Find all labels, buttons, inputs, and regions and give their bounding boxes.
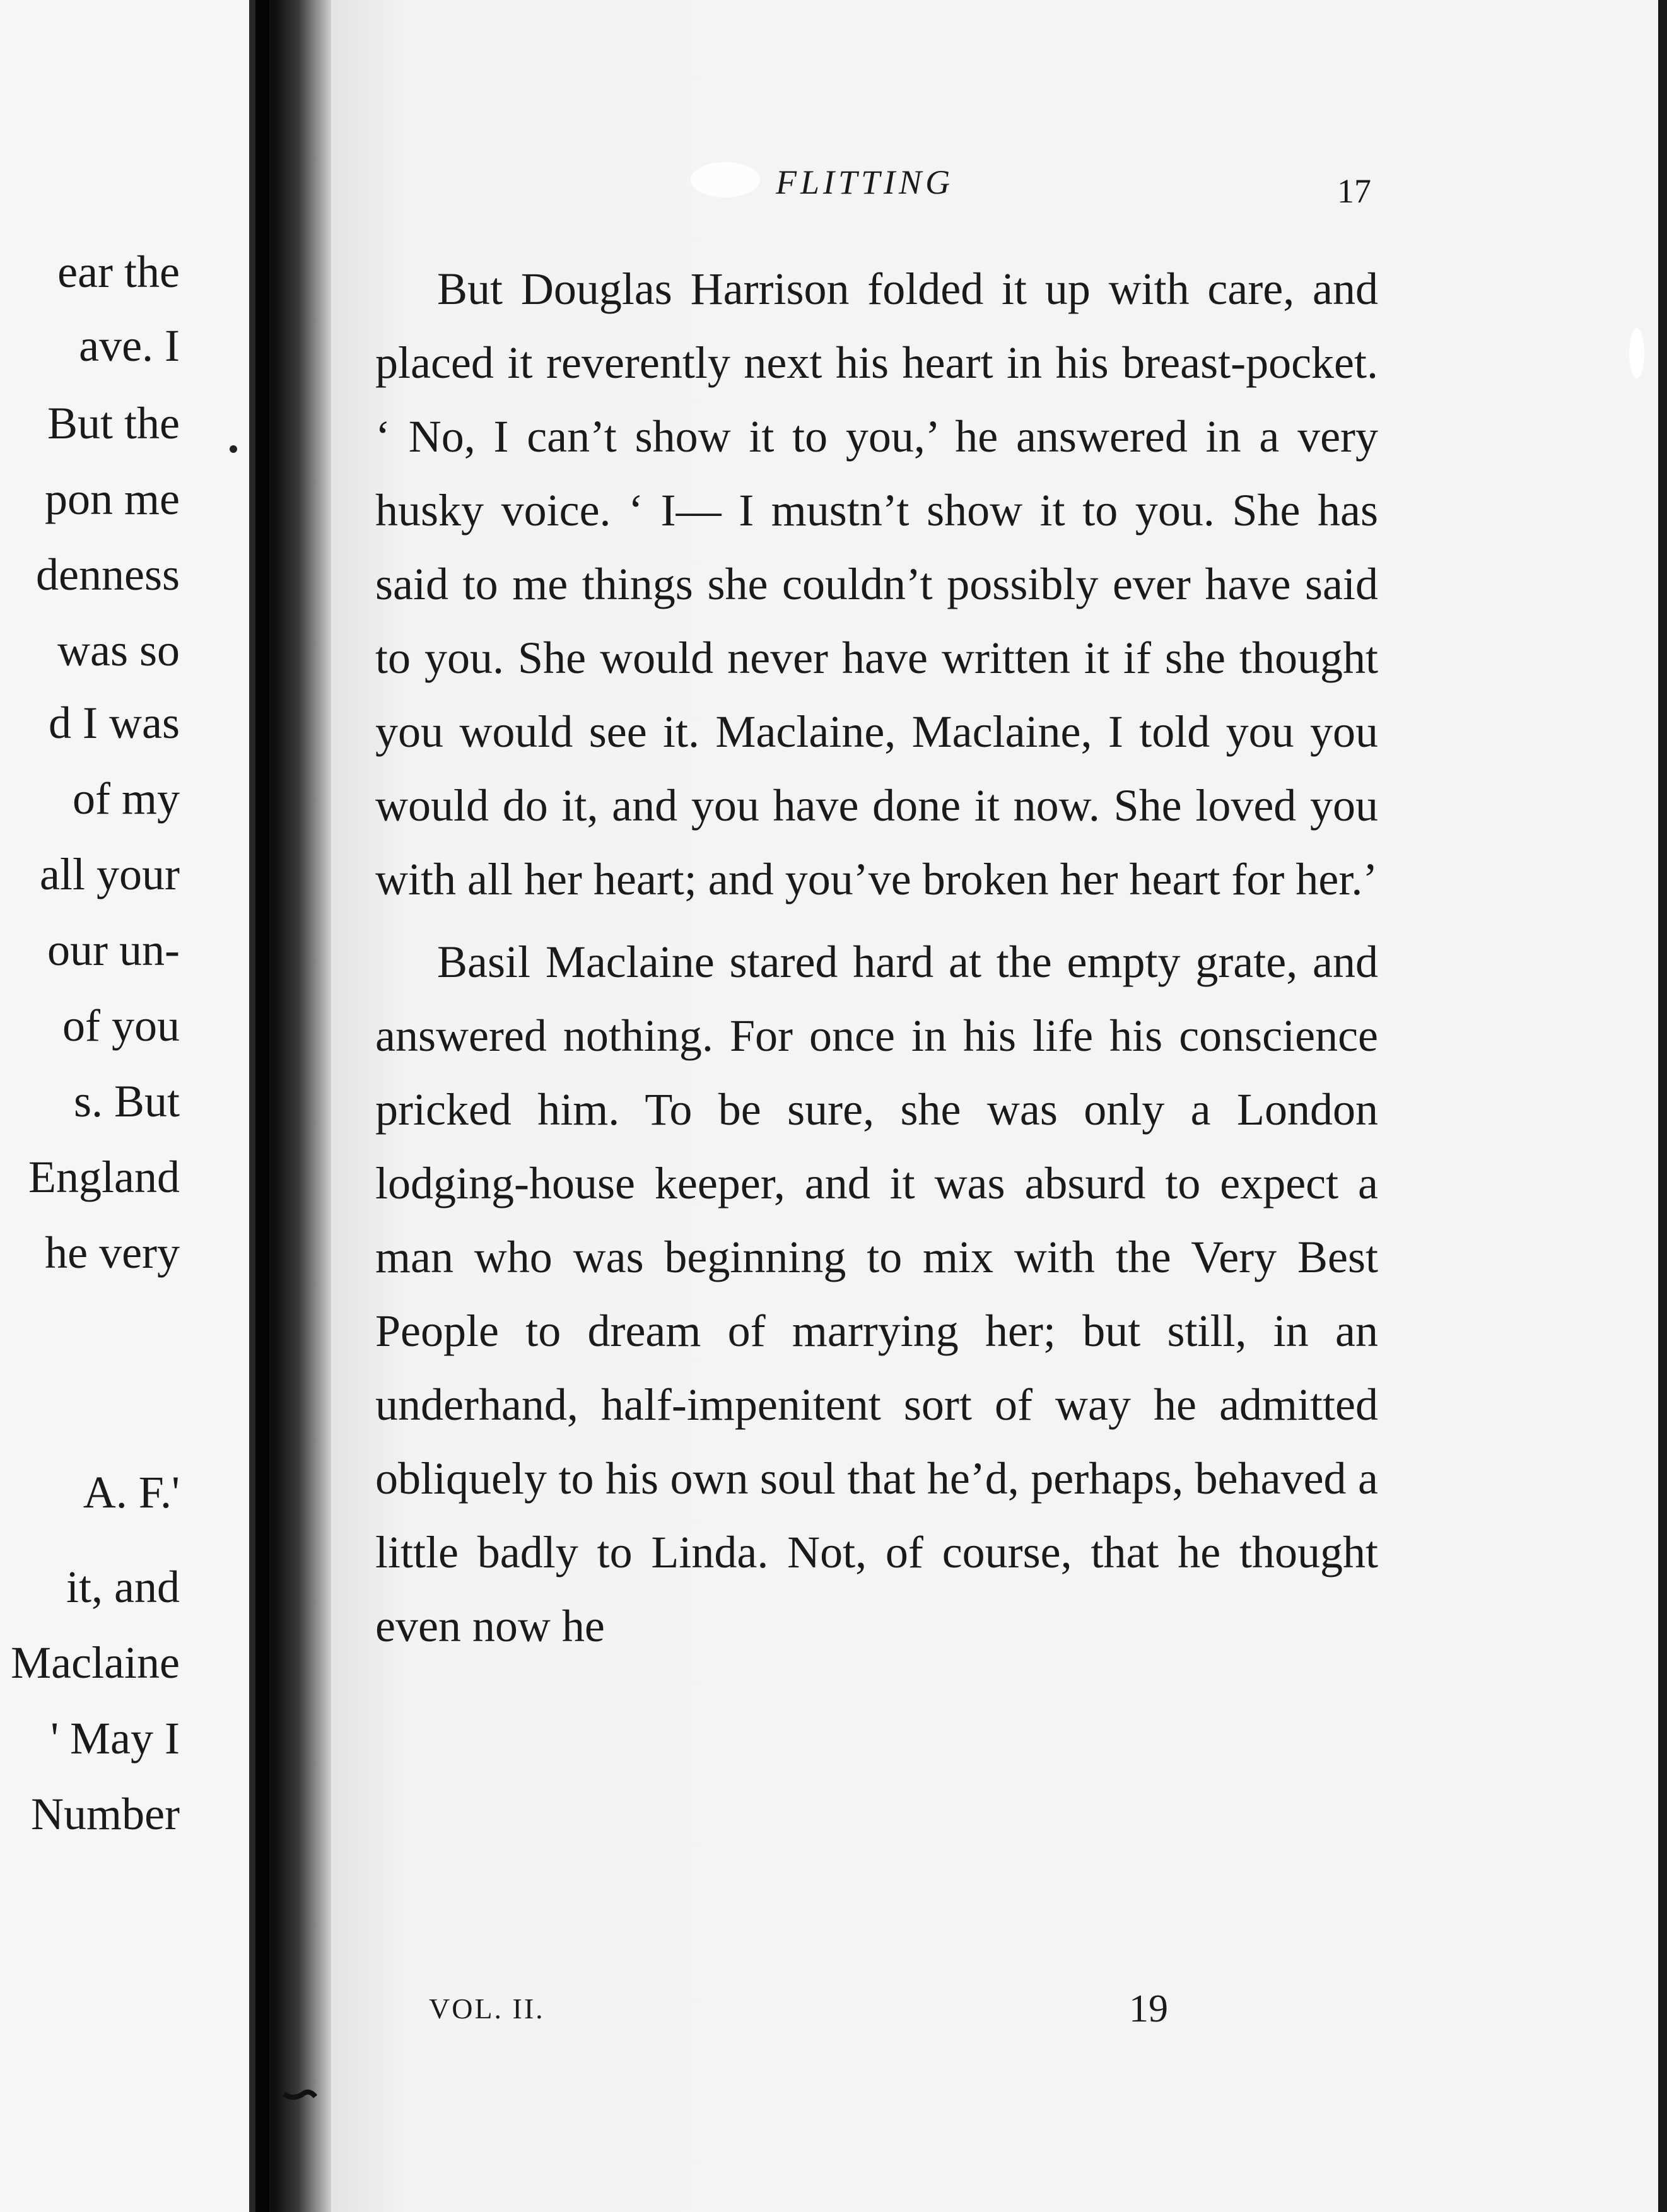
left-page-line: Number — [31, 1789, 180, 1839]
paragraph: Basil Maclaine stared hard at the empty grate, and answered nothing. For once in his life his conscience pricked him. To be sure, she was only a London lodging-house keeper, and it was absurd to expect a man who was beginning to mix with the Very Best People to dream of marrying her; but still, in an underhand, half-impenitent sort of way he admitted obliquely to his own soul that he’d, perhaps, behaved a little badly to Linda. Not, of course, that he thought even now he — [375, 937, 1378, 1651]
left-page-line: it, and — [66, 1562, 180, 1612]
left-page-line: ave. I — [79, 320, 180, 371]
page-number: 17 — [1337, 172, 1371, 210]
left-page-line: ear the — [57, 247, 180, 297]
left-page-line: denness — [36, 549, 180, 600]
left-page-line: of my — [73, 773, 180, 824]
left-page-line: Maclaine — [11, 1637, 180, 1688]
sheet-number: 19 — [1129, 1987, 1168, 2030]
paragraph: But Douglas Harrison folded it up with care, and placed it reverently next his heart in his breast-pocket. ‘ No, I can’t show it to you,’ he answered in a very husky voice. ‘ I— I mustn’t show it to you. She has said to me things she couldn’t possibly ever have said to you. She would never have written it if she thought you would see it. Maclaine, Maclaine, I told you you would do it, and you have done it now. She loved you with all her heart; and you’ve broken her heart for her.’ — [375, 264, 1378, 904]
left-page-line: ' May I — [50, 1713, 180, 1764]
left-page-line: all your — [40, 849, 180, 899]
left-page-line: he very — [45, 1227, 180, 1278]
running-head: FLITTING — [776, 163, 954, 201]
left-page-line: our un- — [47, 925, 180, 975]
left-page-line: England — [28, 1152, 180, 1202]
left-page-line: was so — [57, 625, 180, 676]
left-page-line: d I was — [49, 698, 180, 748]
signature-mark: VOL. II. — [429, 1993, 545, 2025]
left-page-line: But the — [47, 398, 180, 448]
left-page-line: pon me — [45, 474, 180, 524]
left-page-line: A. F.' — [83, 1467, 180, 1518]
left-page-line: s. But — [73, 1076, 180, 1126]
left-page-line: of you — [62, 1000, 180, 1051]
